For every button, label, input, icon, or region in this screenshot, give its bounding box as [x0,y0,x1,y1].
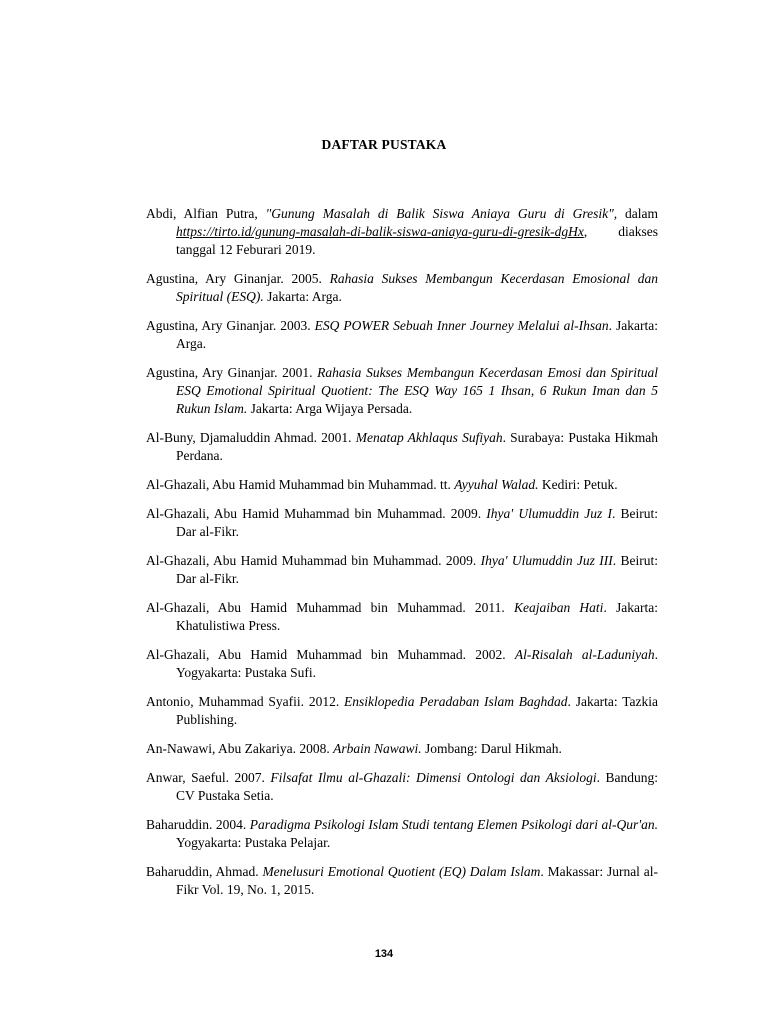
reference-link[interactable]: https://tirto.id/gunung-masalah-di-balik-siswa-aniaya-guru-di-gresik-dgHx [176,224,584,239]
reference-title: Al-Risalah al-Laduniyah [514,647,655,662]
reference-title: Rahasia Sukses Membangun Kecerdasan Emosional dan Spiritual (ESQ). [176,271,659,304]
page-number: 134 [374,948,394,960]
reference-entry [146,317,658,353]
reference-author-year: Baharuddin, Ahmad. [146,864,263,879]
reference-entry [146,476,658,494]
reference-publisher: . Jakarta: Khatulistiwa Press. [176,600,658,633]
reference-publisher: , diakses tanggal 12 Feburari 2019. [176,224,658,257]
reference-title: Ensiklopedia Peradaban Islam Baghdad [343,694,568,709]
reference-entry [146,599,658,635]
reference-author-year: Anwar, Saeful. 2007. [146,770,271,785]
reference-title: Menatap Akhlaqus Sufiyah [355,430,503,445]
reference-author-year: An-Nawawi, Abu Zakariya. 2008. [146,741,334,756]
reference-title: Ayyuhal Walad. [454,477,539,492]
reference-entry [146,205,658,259]
reference-publisher: Jakarta: Arga Wijaya Persada. [247,401,413,416]
reference-publisher: . Jakarta: Tazkia Publishing. [176,694,658,727]
reference-entry [146,816,658,852]
reference-author-year: Al-Ghazali, Abu Hamid Muhammad bin Muhammad. 2009. [146,553,481,568]
reference-author-year: Agustina, Ary Ginanjar. 2003. [146,318,315,333]
reference-author-year: Al-Ghazali, Abu Hamid Muhammad bin Muhammad. 2011. [146,600,514,615]
reference-publisher: Yogyakarta: Pustaka Pelajar. [176,835,331,850]
reference-entry [146,693,658,729]
reference-entry [146,552,658,588]
reference-entry [146,863,658,899]
reference-title: Rahasia Sukses Membangun Kecerdasan Emosi dan Spiritual ESQ Emotional Spiritual Quotient: The ESQ Way 165 1 Ihsan, 6 Rukun Iman dan 5 Rukun Islam. [176,365,658,416]
reference-publisher: Jombang: Darul Hikmah. [421,741,562,756]
reference-title: ESQ POWER Sebuah Inner Journey Melalui al-Ihsan [314,318,609,333]
reference-entry [146,270,658,306]
reference-author-year: Al-Ghazali, Abu Hamid Muhammad bin Muhammad. 2009. [146,506,487,521]
reference-publisher: . Surabaya: Pustaka Hikmah Perdana. [176,430,658,463]
reference-title: Arbain Nawawi. [333,741,422,756]
reference-publisher: . Makassar: Jurnal al-Fikr Vol. 19, No. 1, 2015. [176,864,659,897]
reference-entry [146,364,658,418]
page-title: DAFTAR PUSTAKA [321,137,447,152]
reference-publisher: Kediri: Petuk. [538,477,618,492]
reference-author-year: Abdi, Alfian Putra, [146,206,266,221]
reference-connector: dalam [617,206,658,221]
reference-publisher: Jakarta: Arga. [263,289,342,304]
reference-title: "Gunung Masalah di Balik Siswa Aniaya Guru di Gresik", [265,206,618,221]
reference-publisher: . Beirut: Dar al-Fikr. [176,553,659,586]
reference-publisher: . Beirut: Dar al-Fikr. [176,506,658,539]
reference-entry [146,505,658,541]
reference-entry [146,429,658,465]
reference-author-year: Agustina, Ary Ginanjar. 2001. [146,365,318,380]
reference-title: Paradigma Psikologi Islam Studi tentang Elemen Psikologi dari al-Qur'an. [249,817,658,832]
reference-author-year: Agustina, Ary Ginanjar. 2005. [146,271,330,286]
reference-entry [146,646,658,682]
reference-title: Menelusuri Emotional Quotient (EQ) Dalam Islam [262,864,541,879]
reference-publisher: . Bandung: CV Pustaka Setia. [176,770,658,803]
reference-title: Filsafat Ilmu al-Ghazali: Dimensi Ontologi dan Aksiologi [270,770,597,785]
reference-publisher: . Jakarta: Arga. [176,318,659,351]
reference-author-year: Antonio, Muhammad Syafii. 2012. [146,694,344,709]
reference-title: Keajaiban Hati [513,600,604,615]
reference-author-year: Baharuddin. 2004. [146,817,250,832]
reference-entry [146,769,658,805]
reference-entry [146,740,658,758]
reference-author-year: Al-Buny, Djamaluddin Ahmad. 2001. [146,430,356,445]
reference-publisher: . Yogyakarta: Pustaka Sufi. [176,647,658,680]
reference-title: Ihya' Ulumuddin Juz III [480,553,613,568]
reference-list [146,205,658,910]
reference-title: Ihya' Ulumuddin Juz I [486,506,612,521]
reference-author-year: Al-Ghazali, Abu Hamid Muhammad bin Muhammad. tt. [146,477,455,492]
reference-author-year: Al-Ghazali, Abu Hamid Muhammad bin Muhammad. 2002. [146,647,515,662]
